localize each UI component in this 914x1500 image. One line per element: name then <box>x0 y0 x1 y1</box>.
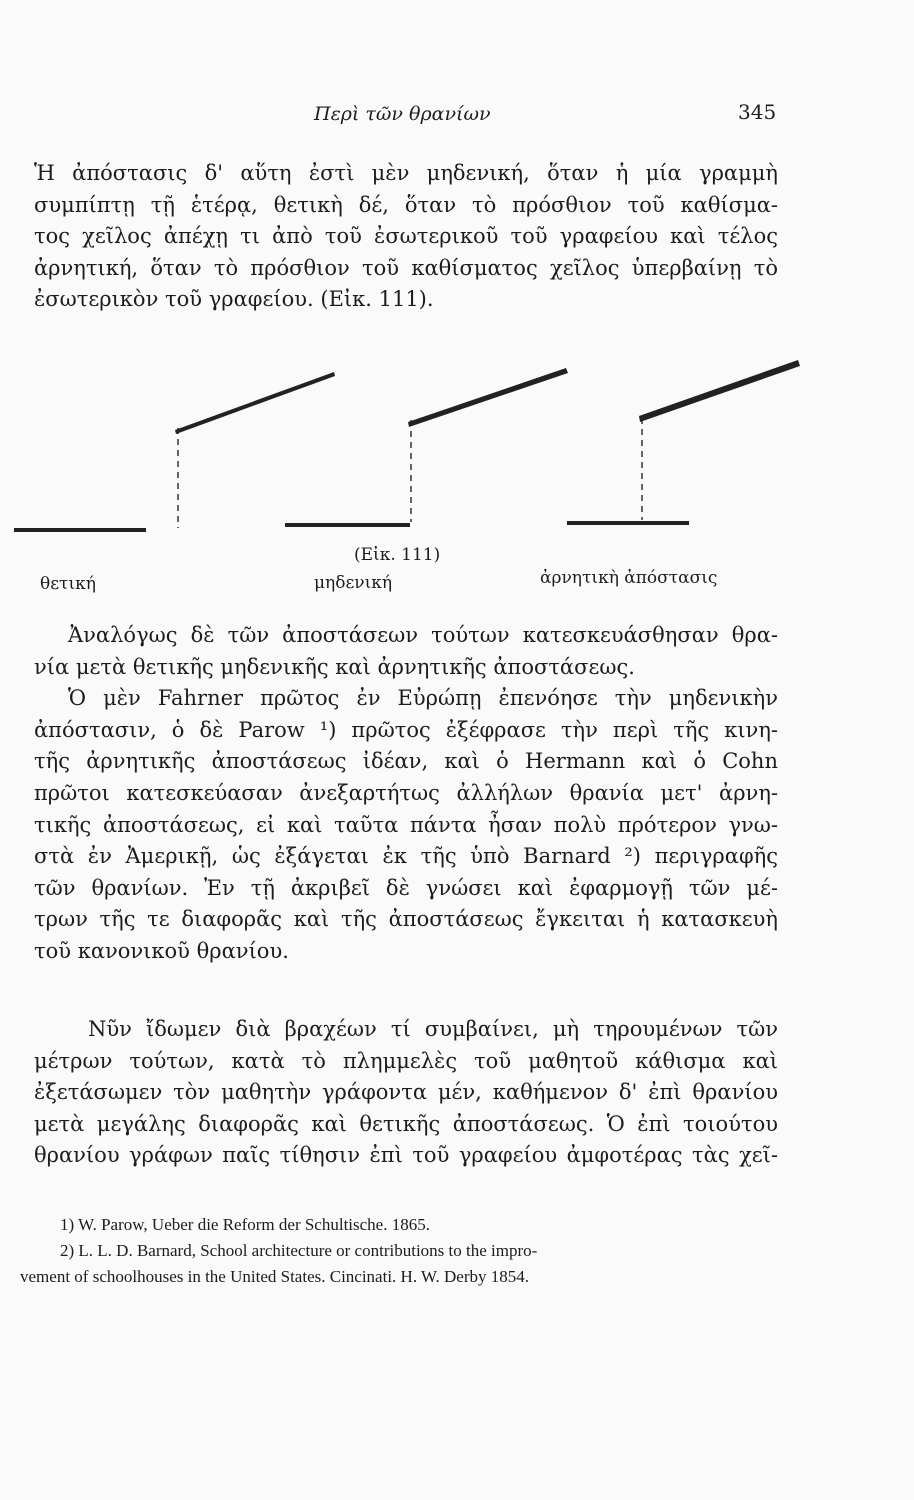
figure-caption: (Εἰκ. 111) <box>354 545 441 565</box>
negative-distance-diagram <box>567 360 800 523</box>
text-line: πρῶτοι κατεσκεύασαν ἀνεξαρτήτως ἀλλήλων θρανία μετ' ἀρνη- <box>34 780 778 805</box>
paragraph-improper-seating <box>34 1014 778 1172</box>
text-line: ἐξετάσωμεν τὸν μαθητὴν γράφοντα μέν, καθήμενον δ' ἐπὶ θρανίου <box>34 1080 778 1105</box>
text-line: ἀρνητική, ὅταν τὸ πρόσθιον τοῦ καθίσματος χεῖλος ὑπερβαίνῃ τὸ <box>34 255 778 280</box>
label-zero: μηδενική <box>314 573 393 593</box>
text-line: τικῆς ἀποστάσεως, εἰ καὶ ταῦτα πάντα ἦσαν πολὺ πρότερον γνω- <box>34 812 778 837</box>
text-line: τῆς ἀρνητικῆς ἀποστάσεως ἰδέαν, καὶ ὁ Hermann καὶ ὁ Cohn <box>34 749 778 774</box>
text-line: μέτρων τούτων, κατὰ τὸ πλημμελὲς τοῦ μαθητοῦ κάθισμα καὶ <box>34 1048 778 1073</box>
footnote-2-continued: vement of schoolhouses in the United States. Cincinati. H. W. Derby 1854. <box>20 1267 529 1286</box>
text-line: Ἀναλόγως δὲ τῶν ἀποστάσεων τούτων κατεσκευάσθησαν θρα- <box>68 623 778 647</box>
footnote-1: 1) W. Parow, Ueber die Reform der Schultische. 1865. <box>60 1215 430 1234</box>
text-line: θρανίου γράφων παῖς τίθησιν ἐπὶ τοῦ γραφείου ἀμφοτέρας τὰς χεῖ- <box>34 1143 778 1168</box>
desk-top <box>408 368 568 427</box>
text-line: συμπίπτῃ τῇ ἑτέρᾳ, θετικὴ δέ, ὅταν τὸ πρόσθιον τοῦ καθίσμα- <box>34 192 778 217</box>
text-line: στὰ ἐν Ἀμερικῇ, ὡς ἐξάγεται ἐκ τῆς ὑπὸ Barnard ²) περιγραφῆς <box>34 844 778 869</box>
text-line: ἀπόστασιν, ὁ δὲ Parow ¹) πρῶτος ἐξέφρασε τὴν περὶ τῆς κινη- <box>34 717 778 742</box>
text-line: νία μετὰ θετικῆς μηδενικῆς καὶ ἀρνητικῆς ἀποστάσεως. <box>34 654 635 679</box>
text-line: τοῦ κανονικοῦ θρανίου. <box>34 938 289 963</box>
desk-top <box>175 372 335 434</box>
desk-top <box>639 360 800 422</box>
text-line: μετὰ μεγάλης διαφορᾶς καὶ θετικῆς ἀποστάσεως. Ὁ ἐπὶ τοιούτου <box>34 1111 778 1136</box>
paragraph-distance-definition <box>34 158 778 316</box>
running-header-title: Περὶ τῶν θρανίων <box>314 103 491 125</box>
text-line: Ὁ μὲν Fahrner πρῶτος ἐν Εὐρώπῃ ἐπενόησε τὴν μηδενικὴν <box>68 686 778 711</box>
text-line: τρων τῆς τε διαφορᾶς καὶ τῆς ἀποστάσεως ἔγκειται ἡ κατασκευὴ <box>34 907 778 932</box>
footnotes <box>20 1212 780 1290</box>
text-line: Ἡ ἀπόστασις δ' αὕτη ἐστὶ μὲν μηδενική, ὅταν ἡ μία γραμμὴ <box>34 161 778 185</box>
footnote-2: 2) L. L. D. Barnard, School architecture or contributions to the impro- <box>60 1241 538 1260</box>
text-line: τῶν θρανίων. Ἐν τῇ ἀκριβεῖ δὲ γνώσει καὶ ἐφαρμογῇ τῶν μέ- <box>34 875 778 900</box>
text-line: ἐσωτερικὸν τοῦ γραφείου. (Εἰκ. 111). <box>34 287 434 312</box>
text-line: τος χεῖλος ἀπέχῃ τι ἀπὸ τοῦ ἐσωτερικοῦ τοῦ γραφείου καὶ τέλος <box>34 224 778 249</box>
text-line: Νῦν ἴδωμεν διὰ βραχέων τί συμβαίνει, μὴ τηρουμένων τῶν <box>88 1017 778 1041</box>
positive-distance-diagram <box>14 372 335 530</box>
paragraph-history <box>34 620 778 968</box>
zero-distance-diagram <box>285 368 568 525</box>
page-number: 345 <box>738 100 777 124</box>
figure-111-diagram <box>0 350 914 610</box>
label-negative: ἀρνητικὴ ἀπόστασις <box>540 568 718 588</box>
label-positive: θετική <box>40 574 96 594</box>
